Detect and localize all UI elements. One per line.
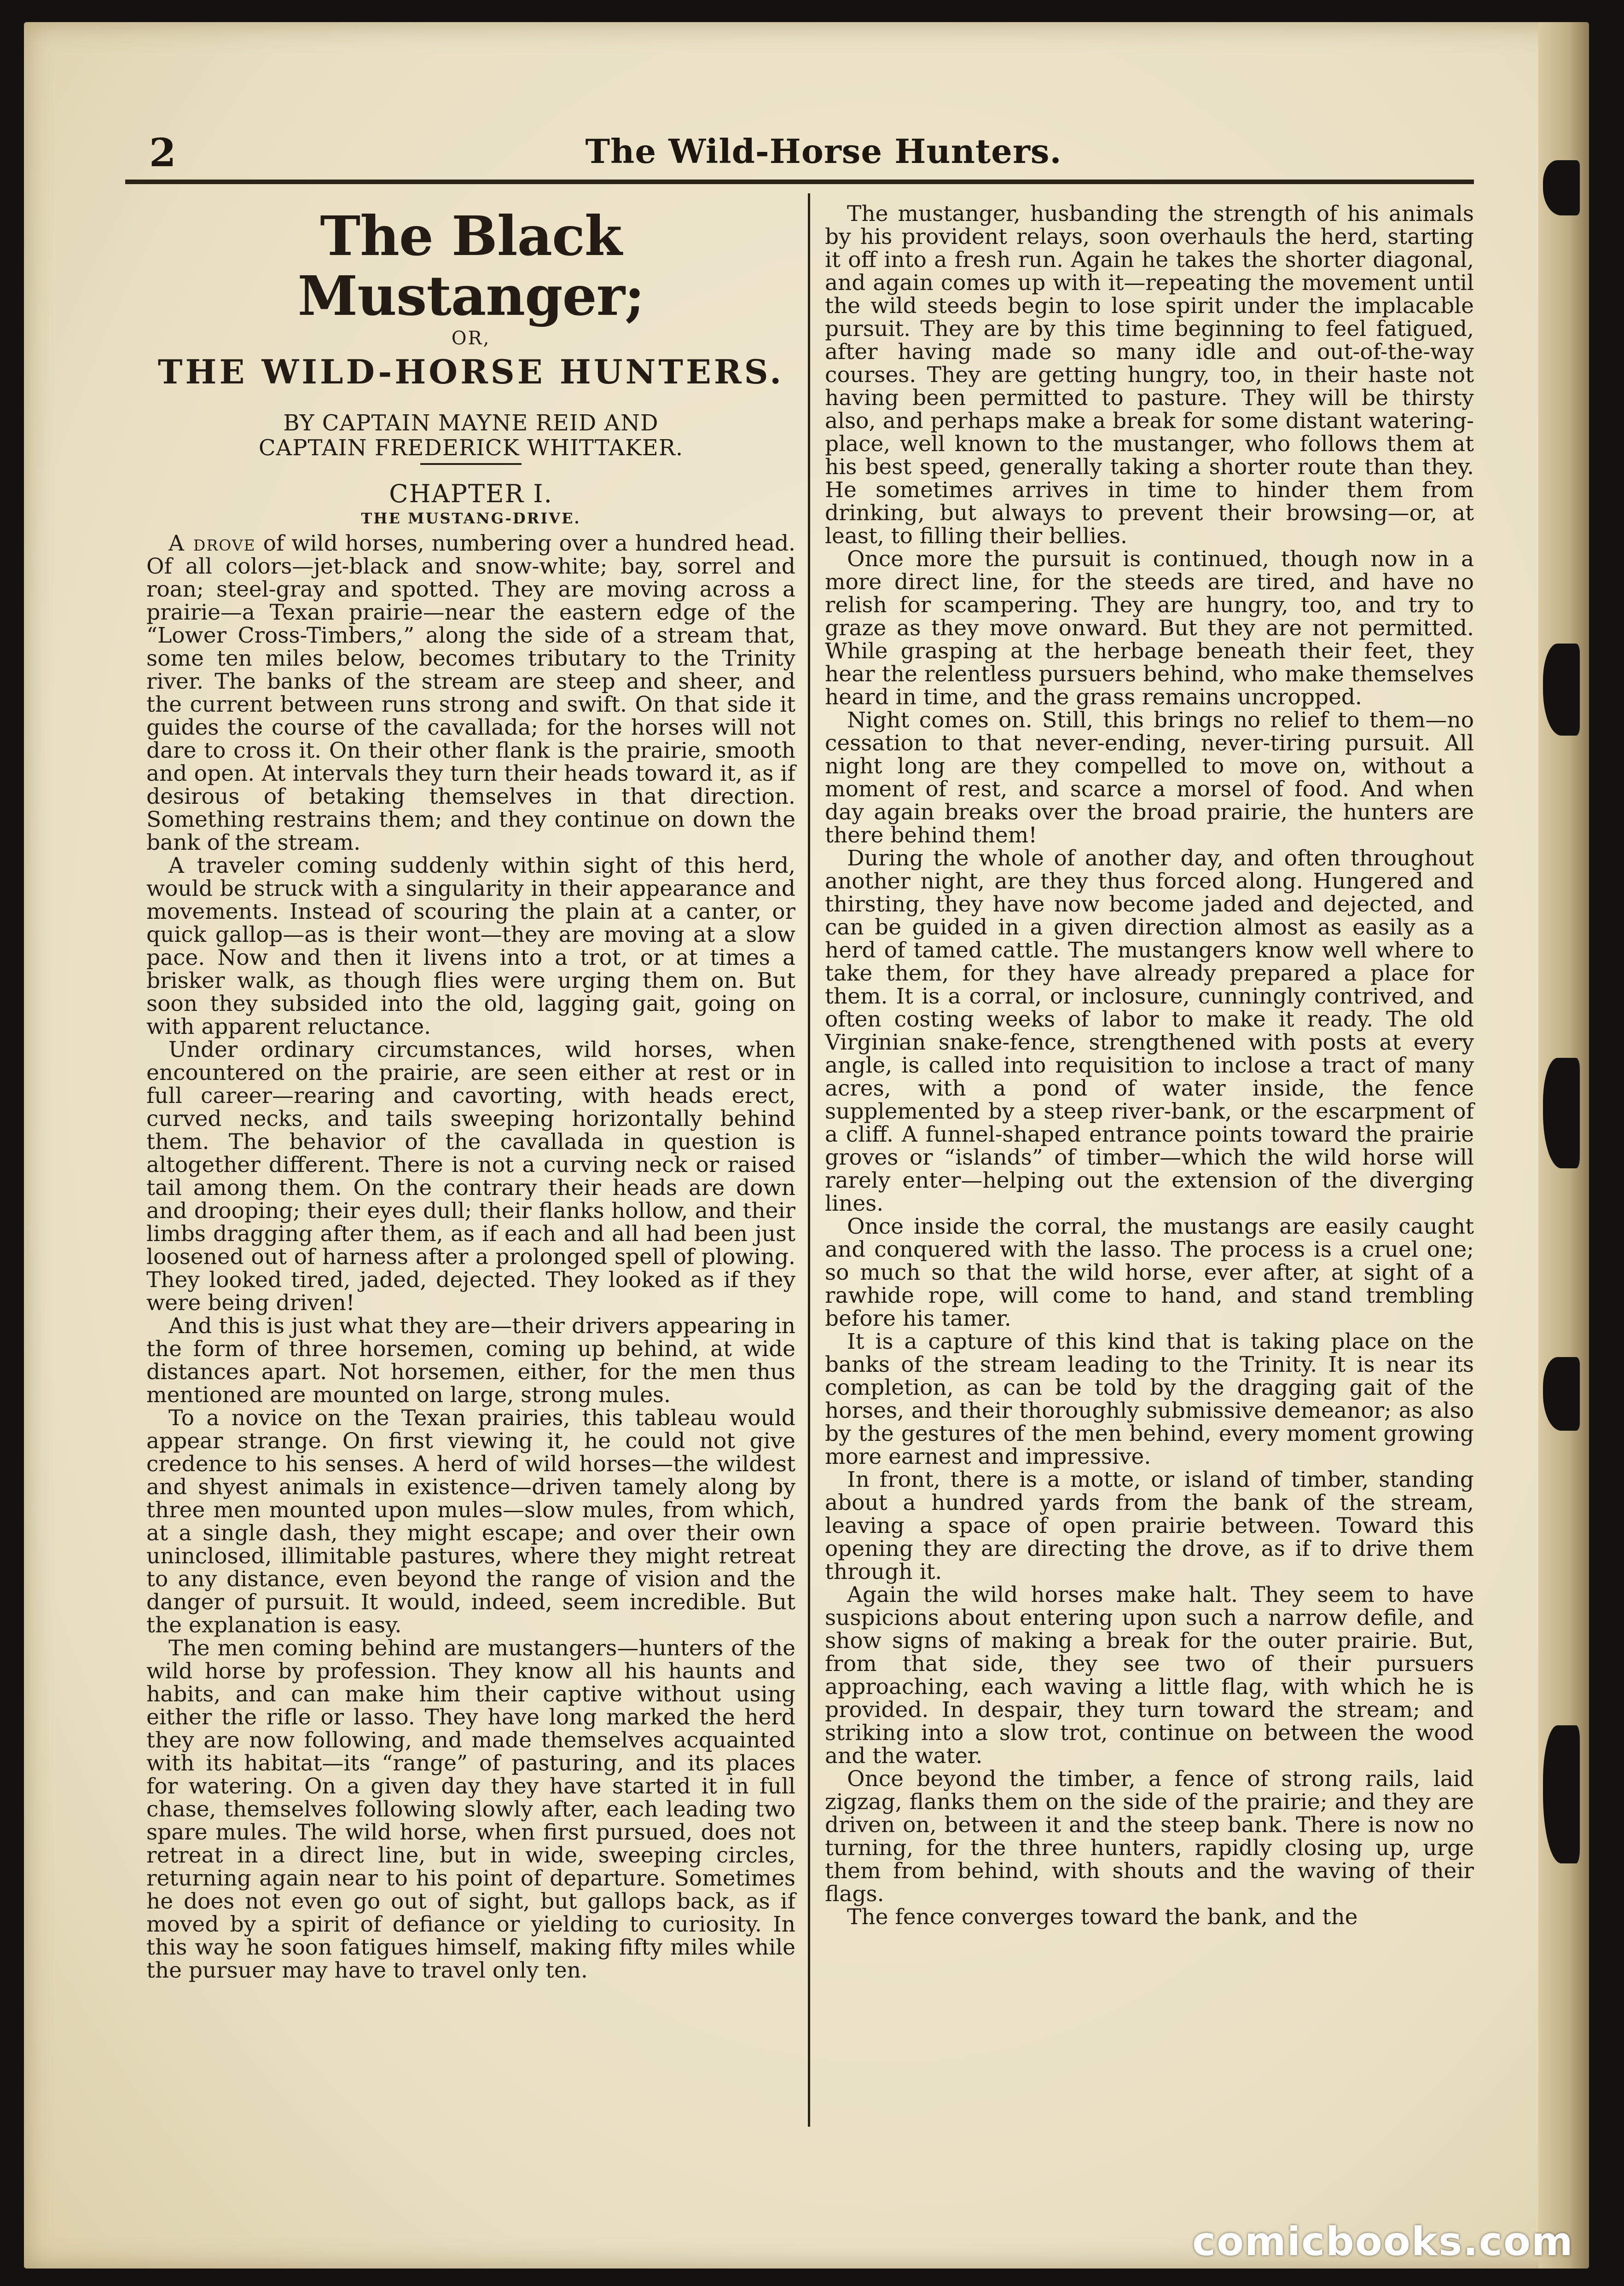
left-column: [146, 203, 795, 1982]
body-paragraph: [146, 532, 795, 854]
torn-edge: [1543, 1357, 1580, 1431]
chapter-title: THE MUSTANG-DRIVE.: [361, 510, 581, 527]
header-rule: [125, 180, 1474, 184]
body-paragraph: The mustanger, husbanding the strength of his animals by his provident relays, soon overhauls the herd, starting it off into a fresh run. Again he takes the shorter diagonal, and again comes up with it—repeating the movement until the wild steeds begin to lose spirit under the implacable pursuit. They are by this time beginning to feel fatigued, after having made so many idle and out-of-the-way courses. They are getting hungry, too, in their haste not having been permitted to pasture. They will be thirsty also, and perhaps make a break for some distant watering-place, well known to the mustanger, who follows them at his best speed, generally taking a shorter route than they. He sometimes arrives in time to hinder them from drinking, but always to prevent their browsing—or, at least, to filling their bellies.: [825, 201, 1474, 549]
body-paragraph: [146, 1039, 795, 1315]
body-paragraph: It is a capture of this kind that is taking place on the banks of the stream leading to the Trinity. It is near its completion, as can be told by the dragging gait of the horses, and their thoroughly submissive demeanor; as also by the gestures of the men behind, every moment growing more earnest and impressive.: [825, 1329, 1474, 1469]
torn-edge: [1543, 1058, 1580, 1168]
story-or: OR,: [451, 328, 491, 349]
paragraph-text: To a novice on the Texan prairies, this tableau would appear strange. On first viewing it, he could not give credence to his senses. A herd of wild horses—the wildest and shyest animals in existence—driven tamely along by three men mounted upon mules—slow mules, from which, at a single dash, they might escape; and over their own uninclosed, illimitable pastures, where they might retreat to any distance, even beyond the range of vision and the danger of pursuit. It would, indeed, seem incredible. But the explanation is easy.: [146, 1405, 795, 1638]
drop-lead: A drove: [168, 531, 256, 556]
body-paragraph: Again the wild horses make halt. They seem to have suspicions about entering upon such a narrow defile, and show signs of making a break for the outer prairie. But, from that side, they see two of their pursuers approaching, each waving a little flag, with which he is provided. In despair, they turn toward the stream; and striking into a slow trot, continue on between the wood and the water.: [825, 1582, 1474, 1769]
torn-edge: [1543, 1725, 1580, 1863]
body-paragraph: Once beyond the timber, a fence of strong rails, laid zigzag, flanks them on the side of the prairie; and they are driven on, between it and the steep bank. There is now no turning, for the three hunters, rapidly closing up, urge them from behind, with shouts and the waving of their flags.: [825, 1766, 1474, 1907]
body-paragraph: Once inside the corral, the mustangs are easily caught and conquered with the lasso. The process is a cruel one; so much so that the wild horse, ever after, at sight of a rawhide rope, will come to hand, and stand trembling before his tamer.: [825, 1214, 1474, 1331]
paragraph-text: Under ordinary circumstances, wild horses, when encountered on the prairie, are seen either at rest or in full career—rearing and cavorting, with heads erect, curved necks, and tails sweeping horizontally behind them. The behavior of the cavallada in question is altogether different. There is not a curving neck or raised tail among them. On the contrary their heads are down and drooping; their eyes dull; their flanks hollow, and their limbs dragging after them, as if each and all had been just loosened out of harness after a prolonged spell of plowing. They looked tired, jaded, dejected. They looked as if they were being driven!: [146, 1037, 795, 1316]
body-paragraph: The fence converges toward the bank, and the: [847, 1904, 1358, 1930]
watermark: comicbooks.com: [1192, 2219, 1574, 2265]
page-number: 2: [149, 130, 176, 175]
body-paragraph: During the whole of another day, and often throughout another night, are they thus forced along. Hungered and thirsting, they have now become jaded and dejected, and can be guided in a given direction almost as easily as a herd of tamed cattle. The mustangers know well where to take them, for they have already prepared a place for them. It is a corral, or inclosure, cunningly contrived, and often costing weeks of labor to make it ready. The old Virginian snake-fence, strengthened with posts at every angle, is called into requisition to inclose a tract of many acres, with a pond of water inside, the fence supplemented by a steep river-bank, or the escarpment of a cliff. A funnel-shaped entrance points toward the prairie groves or “islands” of timber—which the wild horse will rarely enter—helping out the extension of the diverging lines.: [825, 846, 1474, 1216]
right-column-body: [825, 203, 1474, 1929]
authors-byline: [146, 411, 795, 465]
paragraph-text: And this is just what they are—their drivers appearing in the form of three horsemen, coming up behind, at wide distances apart. Not horsemen, either, for the men thus mentioned are mounted on large, strong mules.: [146, 1313, 795, 1408]
body-paragraph: [146, 854, 795, 1039]
chapter-heading: CHAPTER I.: [389, 479, 553, 508]
torn-edge: [1543, 644, 1580, 736]
right-column: [825, 203, 1474, 1929]
page-spine-edge: [1538, 22, 1589, 2269]
body-paragraph: [146, 1637, 795, 1982]
running-title: The Wild-Horse Hunters.: [585, 132, 1062, 171]
byline-rule: [420, 463, 522, 465]
body-paragraph: Night comes on. Still, this brings no relief to them—no cessation to that never-ending, never-tiring pursuit. All night long are they compelled to move on, without a moment of rest, and scarce a morsel of food. And when day again breaks over the broad prairie, the hunters are there behind them!: [825, 708, 1474, 848]
left-column-body: [146, 532, 795, 1982]
body-paragraph: [146, 1407, 795, 1637]
body-paragraph: [146, 1315, 795, 1407]
page-header: [149, 130, 1498, 194]
body-paragraph: Once more the pursuit is continued, though now in a more direct line, for the steeds are tired, and have no relish for scampering. They are hungry, too, and try to graze as they move onward. But they are not permitted. While grasping at the herbage beneath their feet, they hear the relentless pursuers behind, who make themselves heard in time, and the grass remains uncropped.: [825, 546, 1474, 710]
author-line: CAPTAIN FREDERICK WHITTAKER.: [258, 435, 684, 461]
paragraph-text: of wild horses, numbering over a hundred head. Of all colors—jet-black and snow-white; bay, sorrel and roan; steel-gray and spotted. They are moving across a prairie—a Texan prairie—near the eastern edge of the “Lower Cross-Timbers,” along the side of a stream that, some ten miles below, becomes tributary to the Trinity river. The banks of the stream are steep and sheer, and the current between runs strong and swift. On that side it guides the course of the cavallada; for the horses will not dare to cross it. On their other flank is the prairie, smooth and open. At intervals they turn their heads toward it, as if desirous of betaking themselves in that direction. Something restrains them; and they continue on down the bank of the stream.: [146, 531, 795, 855]
body-paragraph: In front, there is a motte, or island of timber, standing about a hundred yards from the bank of the stream, leaving a space of open prairie between. Toward this opening they are directing the drove, as if to drive them through it.: [825, 1467, 1474, 1584]
paragraph-text: The men coming behind are mustangers—hunters of the wild horse by profession. They know all his haunts and habits, and can make him their captive without using either the rifle or lasso. They have long marked the herd they are now following, and made themselves acquainted with its habitat—its “range” of pasturing, and its places for watering. On a given day they have started it in full chase, themselves following slowly after, each leading two spare mules. The wild horse, when first pursued, does not retreat in a direct line, but in wide, sweeping circles, returning again near to his point of departure. Sometimes he does not even go out of sight, but gallops back, as if moved by a spirit of defiance or yielding to curiosity. In this way he soon fatigues himself, making fifty miles while the pursuer may have to travel only ten.: [146, 1636, 795, 1983]
author-line: BY CAPTAIN MAYNE REID AND: [283, 410, 659, 436]
story-subtitle: THE WILD-HORSE HUNTERS.: [157, 352, 784, 391]
column-divider: [808, 193, 810, 2127]
paragraph-text: A traveler coming suddenly within sight of this herd, would be struck with a singularity in their appearance and movements. Instead of scouring the plain at a canter, or quick gallop—as is their wont—they are moving at a slow pace. Now and then it livens into a trot, or at times a brisker walk, as though flies were urging them on. But soon they subsided into the old, lagging gait, going on with apparent reluctance.: [146, 853, 795, 1039]
torn-edge: [1543, 160, 1580, 215]
story-title: The Black Mustanger;: [297, 204, 644, 328]
